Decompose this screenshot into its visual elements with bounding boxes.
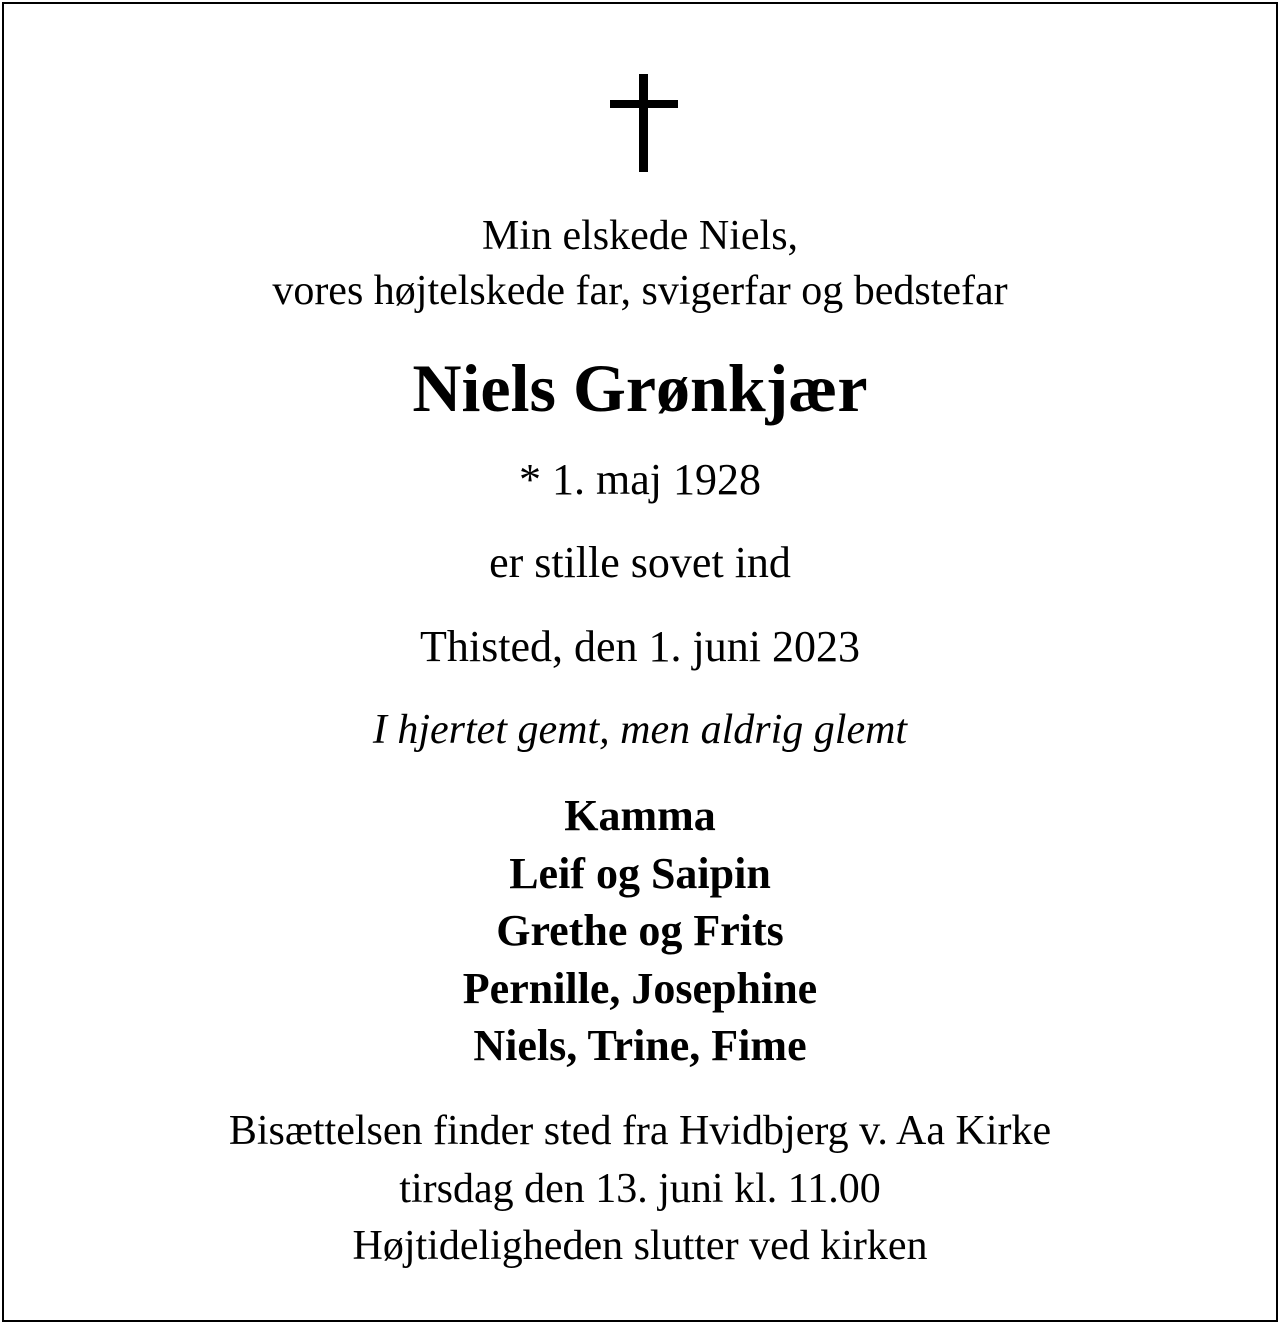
- obituary-notice: [2, 2, 1278, 1322]
- family-member: Kamma: [564, 791, 716, 840]
- cross-icon: [610, 74, 678, 172]
- intro-line-1: Min elskede Niels,: [481, 213, 799, 259]
- family-member: Niels, Trine, Fime: [473, 1021, 807, 1070]
- funeral-line-3: Højtideligheden slutter ved kirken: [352, 1223, 928, 1269]
- funeral-line-1: Bisættelsen finder sted fra Hvidbjerg v. Aa Kirke: [228, 1108, 1052, 1154]
- intro-line-2: vores højtelskede far, svigerfar og bedstefar: [272, 268, 1008, 314]
- family-member: Pernille, Josephine: [462, 964, 818, 1013]
- funeral-line-2: tirsdag den 13. juni kl. 11.00: [399, 1166, 881, 1212]
- family-member: Grethe og Frits: [496, 906, 784, 955]
- deceased-name: Niels Grønkjær: [412, 350, 868, 426]
- birth-date: * 1. maj 1928: [519, 455, 761, 504]
- memorial-quote: I hjertet gemt, men aldrig glemt: [372, 707, 908, 753]
- place-and-date: Thisted, den 1. juni 2023: [420, 622, 860, 671]
- family-member: Leif og Saipin: [509, 849, 771, 898]
- passing-statement: er stille sovet ind: [489, 538, 791, 587]
